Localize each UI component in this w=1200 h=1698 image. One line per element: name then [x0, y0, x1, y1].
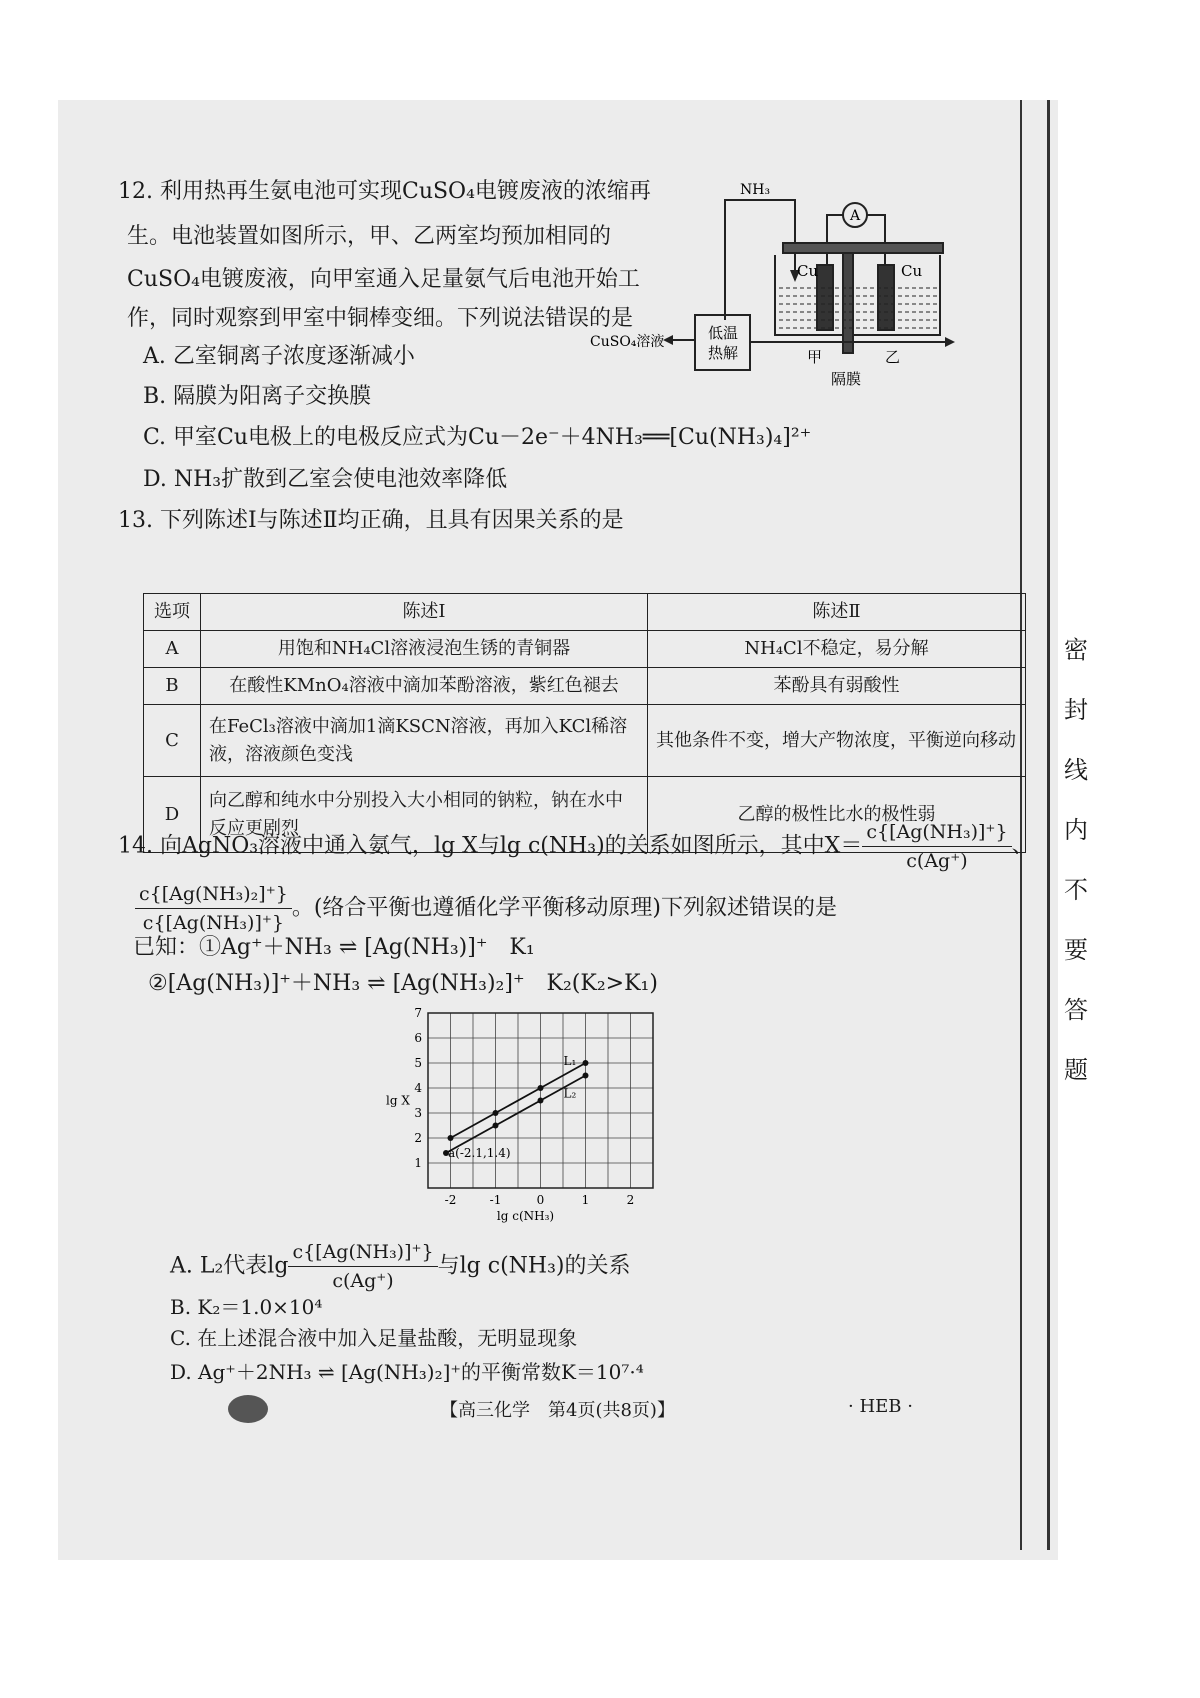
- x-tick-label: -2: [444, 1193, 457, 1207]
- row-c-s2: 其他条件不变，增大产物浓度，平衡逆向移动: [648, 705, 1026, 777]
- q12-option-b: B. 隔膜为阳离子交换膜: [143, 384, 372, 409]
- series-label: L₂: [563, 1086, 577, 1101]
- seal-char: 题: [1064, 1056, 1088, 1084]
- box-label-2: 热解: [708, 344, 739, 362]
- y-tick-label: 3: [414, 1106, 422, 1120]
- cuso4-out-label: CuSO₄溶液: [590, 334, 665, 350]
- y-tick-label: 5: [414, 1056, 422, 1070]
- row-c-s1: 在FeCl₃溶液中滴加1滴KSCN溶液，再加入KCl稀溶液，溶液颜色变浅: [201, 705, 648, 777]
- fraction-x2: [135, 880, 292, 937]
- q14-option-a-post: 与lg c(NH₃)的关系: [437, 1253, 631, 1279]
- q14-option-c: C. 在上述混合液中加入足量盐酸，无明显现象: [170, 1326, 578, 1350]
- header-option: 选项: [144, 594, 201, 631]
- electrolytic-cell-diagram: [585, 170, 985, 395]
- lgx-vs-lgnh3-chart: [378, 1005, 678, 1230]
- point-annotation: a(-2.1,1.4): [448, 1146, 511, 1160]
- fraction-x1: [862, 818, 1011, 875]
- q14-option-d: D. Ag⁺＋2NH₃ ⇌ [Ag(NH₃)₂]⁺的平衡常数K＝10⁷·⁴: [170, 1360, 644, 1384]
- seal-char: 答: [1064, 996, 1088, 1024]
- x-tick-label: 1: [581, 1193, 590, 1207]
- row-d-option: D: [144, 777, 201, 853]
- data-point: [538, 1098, 544, 1104]
- q12-option-a: A. 乙室铜离子浓度逐渐减小: [143, 344, 415, 369]
- row-a-s2: NH₄Cl不稳定，易分解: [648, 631, 1026, 668]
- q12-stem-line3: CuSO₄电镀废液，向甲室通入足量氨气后电池开始工: [127, 267, 640, 292]
- fraction-x1-den: c(Ag⁺): [906, 850, 968, 872]
- fraction-x2-num: c{[Ag(NH₃)₂]⁺}: [135, 880, 292, 909]
- y-tick-label: 6: [414, 1031, 422, 1045]
- data-point: [583, 1073, 589, 1079]
- seal-char: 封: [1064, 696, 1088, 724]
- x-axis-label: lg c(NH₃): [496, 1209, 555, 1223]
- series-label: L₁: [563, 1054, 577, 1068]
- q13-table: [143, 593, 1026, 853]
- x-tick-label: 2: [626, 1193, 635, 1207]
- y-tick-label: 2: [414, 1131, 422, 1145]
- data-point: [583, 1060, 589, 1066]
- footer-page-number: 【高三化学 第4页(共8页)】: [440, 1400, 675, 1421]
- q14-stem-line2: [135, 880, 837, 937]
- q14-stem-text: 14. 向AgNO₃溶液中通入氨气，lg X与lg c(NH₃)的关系如图所示，其中X＝: [118, 833, 863, 859]
- binding-line-outer: [1047, 100, 1050, 1550]
- q13-stem: 13. 下列陈述Ⅰ与陈述Ⅱ均正确，且具有因果关系的是: [118, 508, 624, 533]
- q12-stem-line4: 作，同时观察到甲室中铜棒变细。下列说法错误的是: [127, 306, 634, 331]
- q12-stem-line2: 生。电池装置如图所示，甲、乙两室均预加相同的: [127, 224, 612, 249]
- q14-option-b: B. K₂＝1.0×10⁴: [170, 1295, 323, 1319]
- y-axis-label: lg X: [386, 1093, 410, 1108]
- row-a-option: A: [144, 631, 201, 668]
- data-point: [538, 1085, 544, 1091]
- header-s1: 陈述Ⅰ: [201, 594, 648, 631]
- membrane-label: 隔膜: [831, 370, 862, 388]
- q14-option-a: [170, 1238, 631, 1295]
- q14-option-a-den: c(Ag⁺): [332, 1270, 394, 1292]
- seal-char: 线: [1064, 756, 1088, 784]
- seal-char: 密: [1064, 636, 1088, 664]
- q12-option-d: D. NH₃扩散到乙室会使电池效率降低: [143, 467, 508, 492]
- seal-line-notice: [1058, 620, 1094, 1100]
- row-d-s2: 乙醇的极性比水的极性弱: [648, 777, 1026, 853]
- q14-stem-tail: 。(络合平衡也遵循化学平衡移动原理)下列叙述错误的是: [291, 895, 837, 921]
- data-point: [493, 1123, 499, 1129]
- nh3-label: NH₃: [740, 182, 771, 198]
- q14-option-a-fraction: [288, 1238, 437, 1295]
- seal-char: 要: [1064, 936, 1088, 964]
- cu-left-label: Cu: [797, 262, 819, 280]
- fraction-x1-num: c{[Ag(NH₃)]⁺}: [862, 818, 1011, 847]
- x-tick-label: 0: [536, 1193, 545, 1207]
- q14-known-1: 已知：①Ag⁺＋NH₃ ⇌ [Ag(NH₃)]⁺ K₁: [133, 935, 535, 960]
- footer-logo: [228, 1395, 268, 1423]
- q12-stem-line1: 12. 利用热再生氨电池可实现CuSO₄电镀废液的浓缩再: [118, 179, 651, 204]
- cu-right-label: Cu: [901, 262, 923, 280]
- y-tick-label: 4: [414, 1081, 422, 1095]
- y-tick-label: 7: [414, 1006, 422, 1020]
- footer-code: · HEB ·: [848, 1396, 913, 1417]
- q14-option-a-pre: A. L₂代表lg: [170, 1253, 289, 1279]
- data-point: [448, 1135, 454, 1141]
- q14-option-a-num: c{[Ag(NH₃)]⁺}: [288, 1238, 437, 1267]
- row-a-s1: 用饱和NH₄Cl溶液浸泡生锈的青铜器: [201, 631, 648, 668]
- x-tick-label: -1: [489, 1193, 502, 1207]
- row-b-option: B: [144, 668, 201, 705]
- seal-char: 内: [1064, 816, 1088, 844]
- row-b-s1: 在酸性KMnO₄溶液中滴加苯酚溶液，紫红色褪去: [201, 668, 648, 705]
- fraction-x2-den: c{[Ag(NH₃)]⁺}: [142, 912, 284, 934]
- q14-stem-line1: 14. 向AgNO₃溶液中通入氨气，lg X与lg c(NH₃)的关系如图所示，其中X＝ $\frac{\text{c\{[Ag(NH₃)]⁺\}}}{c(Ag^+)}$ 、: [118, 818, 1034, 875]
- box-label-1: 低温: [708, 324, 739, 342]
- jia-label: 甲: [807, 348, 823, 366]
- row-d-s1: 向乙醇和纯水中分别投入大小相同的钠粒，钠在水中反应更剧烈: [201, 777, 648, 853]
- row-b-s2: 苯酚具有弱酸性: [648, 668, 1026, 705]
- y-tick-label: 1: [414, 1156, 422, 1170]
- seal-char: 不: [1064, 876, 1088, 904]
- q14-known-2: ②[Ag(NH₃)]⁺＋NH₃ ⇌ [Ag(NH₃)₂]⁺ K₂(K₂>K₁): [148, 971, 658, 996]
- ammeter-label: A: [850, 208, 861, 224]
- row-c-option: C: [144, 705, 201, 777]
- yi-label: 乙: [885, 348, 901, 366]
- header-s2: 陈述Ⅱ: [648, 594, 1026, 631]
- q12-option-c: C. 甲室Cu电极上的电极反应式为Cu－2e⁻＋4NH₃══[Cu(NH₃)₄]²⁺: [143, 425, 812, 450]
- data-point: [493, 1110, 499, 1116]
